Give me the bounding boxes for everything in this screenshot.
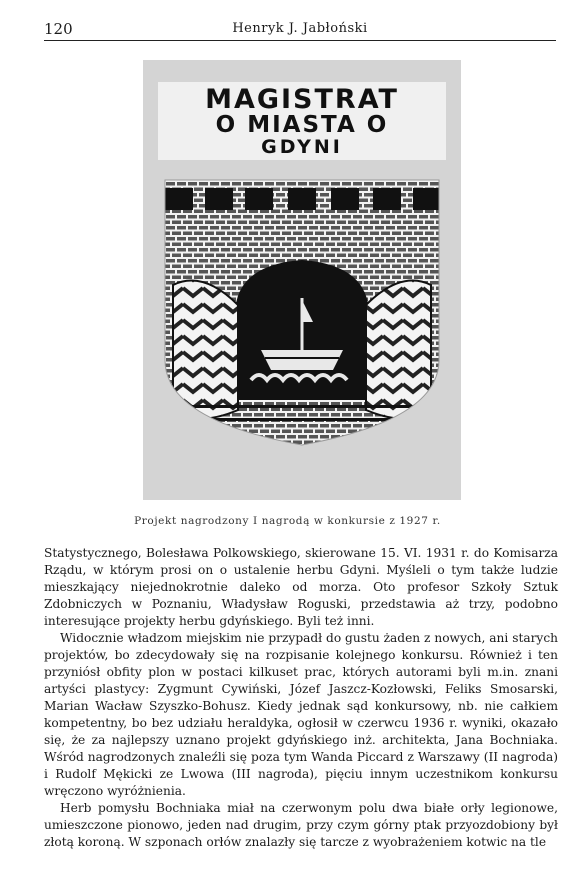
paragraph-1: Statystycznego, Bolesława Polkowskiego, skierowane 15. VI. 1931 r. do Komisarza Rządu, w którym prosi on o ustalenie herbu Gdyni. Myśleli o tym także ludzie mieszkający niejednokrotnie daleko od morza. Oto profesor Szkoły Sztuk Zdobniczych w Poznaniu, Władysław Roguski, przedstawia aż trzy, podobno interesujące projekty herbu gdyńskiego. Byli też inni. [44, 546, 558, 628]
page-number: 120 [44, 20, 73, 38]
emblem-title-line-1: MAGISTRAT [205, 84, 399, 115]
body-text [44, 545, 558, 851]
running-head: Henryk J. Jabłoński [232, 21, 368, 36]
emblem-title-line-2: O MIASTA O [215, 112, 389, 138]
paragraph-3: Herb pomysłu Bochniaka miał na czerwonym polu dwa białe orły legionowe, umieszczone pionowo, jeden nad drugim, przy czym górny ptak przyozdobiony był złotą koroną. W szponach orłów znalazły się tarcze z wyobrażeniem kotwic na tle [44, 801, 558, 849]
coat-of-arms-figure [143, 60, 461, 500]
figure-caption: Projekt nagrodzony I nagrodą w konkursie z 1927 r. [134, 515, 441, 527]
paragraph-2: Widocznie władzom miejskim nie przypadł do gustu żaden z nowych, ani starych projektów, bo zdecydowały się na rozpisanie kolejnego konkursu. Również i ten przyniósł obfity plon w postaci kilkuset prac, których autorami byli m.in. znani artyści plastycy: Zygmunt Cywiński, Józef Jaszcz-Kozłowski, Feliks Smosarski, Marian Wacław Szyszko-Bohusz. Kiedy jednak sąd konkursowy, nb. nie całkiem kompetentny, bo bez udziału heraldyka, ogłosił w czerwcu 1936 r. wyniki, okazało się, że za najlepszy uznano projekt gdyńskiego inż. architekta, Jana Bochniaka. Wśród nagrodzonych znaleźli się poza tym Wanda Piccard z Warszawy (II nagroda) i Rudolf Mękicki ze Lwowa (III nagroda), pięciu innym uczestnikom konkursu wręczono wyróżnienia. [44, 631, 558, 798]
page-header [44, 18, 556, 41]
shield [163, 180, 443, 460]
coat-of-arms-illustration [143, 60, 461, 500]
emblem-title-line-3: GDYNI [261, 136, 343, 158]
